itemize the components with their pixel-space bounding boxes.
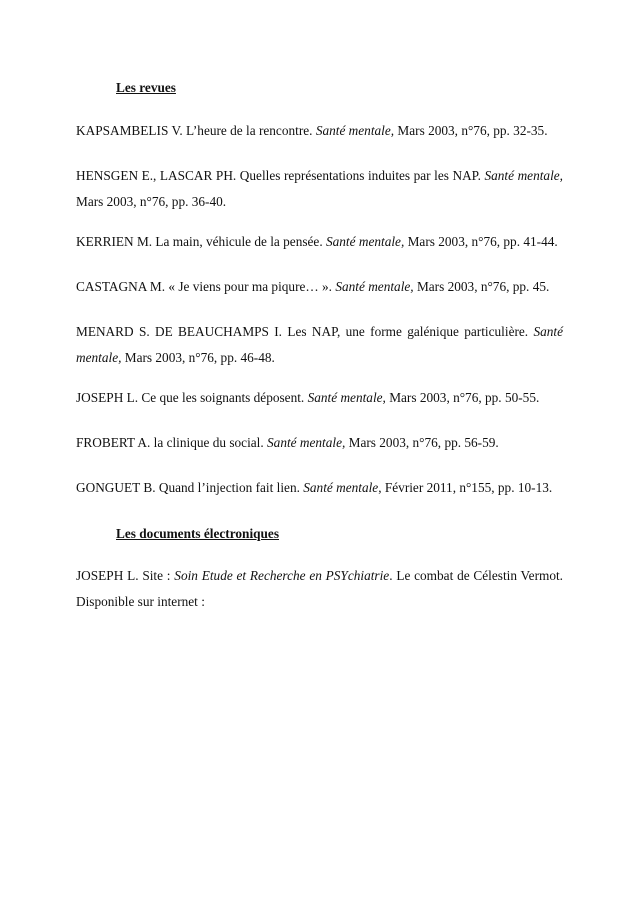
journal-title: Santé mentale, xyxy=(76,324,563,365)
reference-entry xyxy=(76,229,563,255)
reference-entry xyxy=(76,319,563,371)
site-title: Soin Etude et Recherche en PSYchiatrie xyxy=(174,568,390,583)
journal-title: Santé mentale, xyxy=(325,234,405,249)
journal-title: Santé mentale, xyxy=(267,435,346,450)
reference-text: KERRIEN M. La main, véhicule de la pensée. xyxy=(76,234,326,249)
reference-text: HENSGEN E., LASCAR PH. Quelles représentations induites par les NAP. xyxy=(76,168,485,183)
reference-details: , Février 2011, n°155, pp. 10-13. xyxy=(378,480,553,495)
reference-text: JOSEPH L. Ce que les soignants déposent. xyxy=(76,390,308,405)
reference-entry xyxy=(76,475,563,501)
reference-details: Mars 2003, n°76, pp. 32-35. xyxy=(394,123,548,138)
reference-text: JOSEPH L. Site : xyxy=(76,568,175,583)
journal-title: Santé mentale, xyxy=(307,390,386,405)
reference-details: Mars 2003, n°76, pp. 41-44. xyxy=(404,234,558,249)
reference-details: Mars 2003, n°76, pp. 56-59. xyxy=(345,435,499,450)
reference-text: CASTAGNA M. « Je viens pour ma piqure… ». xyxy=(76,279,336,294)
reference-entry xyxy=(76,430,563,456)
section-title-revues: Les revues xyxy=(116,80,176,95)
journal-title: Santé mentale, xyxy=(335,279,414,294)
reference-text: GONGUET B. Quand l’injection fait lien. xyxy=(76,480,304,495)
journal-title: Santé mentale xyxy=(303,480,379,495)
reference-entry xyxy=(76,163,563,215)
reference-entry xyxy=(76,274,563,300)
reference-text: KAPSAMBELIS V. L’heure de la rencontre. xyxy=(76,123,316,138)
journal-title: Santé mentale, xyxy=(315,123,395,138)
reference-details: Mars 2003, n°76, pp. 50-55. xyxy=(385,390,540,405)
section-title-electroniques: Les documents électroniques xyxy=(116,526,280,541)
journal-title: Santé mentale, xyxy=(484,168,563,183)
reference-entry xyxy=(76,118,563,144)
reference-text: FROBERT A. la clinique du social. xyxy=(76,435,268,450)
reference-details: Mars 2003, n°76, pp. 36-40. xyxy=(76,194,227,209)
reference-details: . Le combat de Célestin Vermot. Disponible sur internet : xyxy=(76,568,564,609)
reference-text: MENARD S. DE BEAUCHAMPS I. Les NAP, une forme galénique particulière. xyxy=(76,324,534,339)
reference-details: Mars 2003, n°76, pp. 45. xyxy=(413,279,550,294)
reference-entry xyxy=(76,385,563,411)
electronic-reference-entry xyxy=(76,563,563,615)
reference-details: Mars 2003, n°76, pp. 46-48. xyxy=(121,350,275,365)
